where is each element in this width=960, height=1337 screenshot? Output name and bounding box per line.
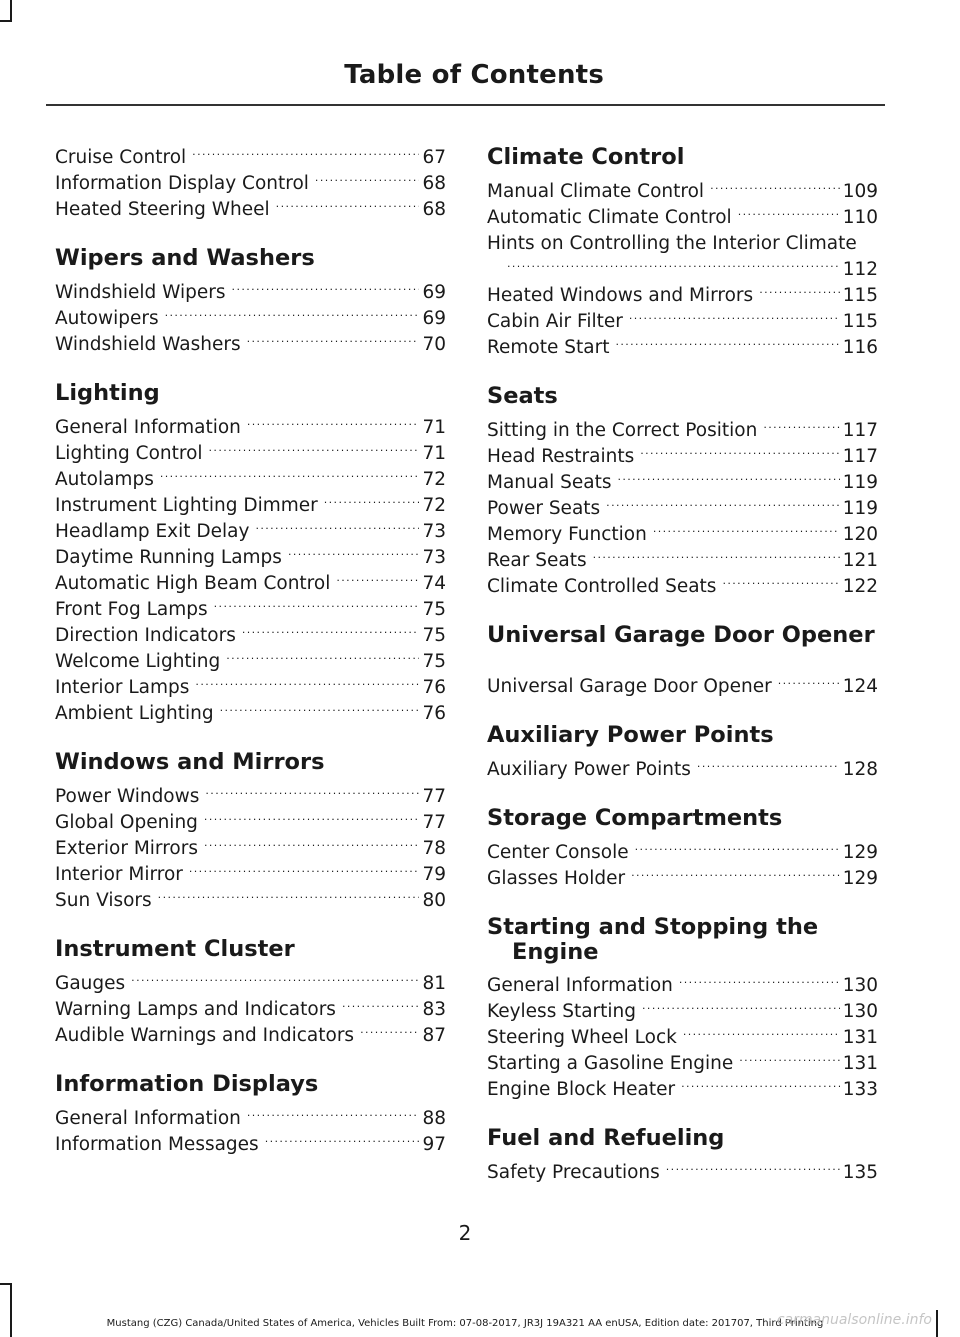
toc-entry[interactable]: Manual Climate Control ..... 109 — [487, 179, 878, 205]
title-divider — [46, 104, 885, 106]
toc-entry[interactable]: Autolamps ..... 72 — [55, 467, 446, 493]
toc-entry[interactable]: General Information ..... 88 — [55, 1106, 446, 1132]
section-heading-line: Engine — [512, 939, 599, 965]
page-number: 2 — [458, 1221, 472, 1245]
toc-entry[interactable]: Glasses Holder ..... 129 — [487, 866, 878, 892]
toc-entry[interactable]: Cabin Air Filter ..... 115 — [487, 309, 878, 335]
toc-entry[interactable]: Interior Mirror ..... 79 — [55, 862, 446, 888]
toc-entry[interactable]: Ambient Lighting ..... 76 — [55, 701, 446, 727]
section-heading — [487, 915, 878, 965]
section-heading: Lighting — [55, 380, 160, 406]
toc-entry[interactable]: Direction Indicators ..... 75 — [55, 623, 446, 649]
toc-entry[interactable]: Sun Visors ..... 80 — [55, 888, 446, 914]
toc-entry[interactable]: Memory Function ..... 120 — [487, 522, 878, 548]
toc-entry[interactable]: Heated Steering Wheel ..... 68 — [55, 197, 446, 223]
toc-entry[interactable]: Audible Warnings and Indicators ..... 87 — [55, 1023, 446, 1049]
section-heading: Fuel and Refueling — [487, 1125, 725, 1151]
toc-entry[interactable]: Engine Block Heater ..... 133 — [487, 1077, 878, 1103]
toc-entry[interactable]: Automatic Climate Control ..... 110 — [487, 205, 878, 231]
section-heading: Wipers and Washers — [55, 245, 315, 271]
toc-entry[interactable]: General Information ..... 130 — [487, 973, 878, 999]
crop-mark — [10, 0, 12, 22]
toc-entry[interactable]: Power Seats ..... 119 — [487, 496, 878, 522]
toc-right-column — [487, 145, 878, 1186]
toc-entry[interactable]: Rear Seats ..... 121 — [487, 548, 878, 574]
toc-entry[interactable]: Head Restraints ..... 117 — [487, 444, 878, 470]
toc-section-controls — [55, 145, 446, 223]
watermark: carmanualsonline.info — [776, 1312, 932, 1328]
section-heading: Auxiliary Power Points — [487, 722, 774, 748]
section-heading: Storage Compartments — [487, 805, 783, 831]
section-heading: Instrument Cluster — [55, 936, 295, 962]
toc-entry[interactable]: Information Messages ..... 97 — [55, 1132, 446, 1158]
toc-entry[interactable]: Hints on Controlling the Interior Climate ..... 112 — [487, 231, 878, 283]
toc-entry[interactable]: Keyless Starting ..... 130 — [487, 999, 878, 1025]
toc-entry[interactable]: Autowipers ..... 69 — [55, 306, 446, 332]
crop-mark — [0, 20, 12, 22]
footer-text: Mustang (CZG) Canada/United States of America, Vehicles Built From: 07-08-2017, JR3J 19A321 AA enUSA, Edition date: 201707, Third Printing — [106, 1318, 824, 1329]
toc-entry[interactable]: Cruise Control ..... 67 — [55, 145, 446, 171]
toc-entry[interactable]: Daytime Running Lamps ..... 73 — [55, 545, 446, 571]
toc-entry[interactable]: Lighting Control ..... 71 — [55, 441, 446, 467]
toc-entry[interactable]: Remote Start ..... 116 — [487, 335, 878, 361]
toc-entry[interactable]: Information Display Control ..... 68 — [55, 171, 446, 197]
crop-mark — [0, 1283, 12, 1285]
toc-entry[interactable]: Power Windows ..... 77 — [55, 784, 446, 810]
toc-entry[interactable]: Warning Lamps and Indicators ..... 83 — [55, 997, 446, 1023]
toc-entry[interactable]: Gauges ..... 81 — [55, 971, 446, 997]
toc-entry[interactable]: Climate Controlled Seats ..... 122 — [487, 574, 878, 600]
toc-entry[interactable]: Auxiliary Power Points ..... 128 — [487, 757, 878, 783]
toc-entry[interactable]: Manual Seats ..... 119 — [487, 470, 878, 496]
toc-left-column — [55, 145, 446, 1158]
page-title: Table of Contents — [344, 60, 604, 90]
toc-entry[interactable]: Windshield Wipers ..... 69 — [55, 280, 446, 306]
toc-entry[interactable]: Center Console ..... 129 — [487, 840, 878, 866]
toc-entry[interactable]: Front Fog Lamps ..... 75 — [55, 597, 446, 623]
toc-entry[interactable]: Exterior Mirrors ..... 78 — [55, 836, 446, 862]
section-heading: Universal Garage Door Opener — [487, 622, 875, 648]
section-heading: Seats — [487, 383, 558, 409]
crop-mark — [936, 1310, 938, 1337]
toc-entry[interactable]: Instrument Lighting Dimmer ..... 72 — [55, 493, 446, 519]
toc-entry[interactable]: Headlamp Exit Delay ..... 73 — [55, 519, 446, 545]
toc-entry[interactable]: General Information ..... 71 — [55, 415, 446, 441]
section-heading-line: Starting and Stopping the — [487, 914, 819, 940]
toc-entry[interactable]: Automatic High Beam Control ..... 74 — [55, 571, 446, 597]
section-heading: Windows and Mirrors — [55, 749, 325, 775]
toc-entry[interactable]: Interior Lamps ..... 76 — [55, 675, 446, 701]
toc-entry[interactable]: Windshield Washers ..... 70 — [55, 332, 446, 358]
toc-entry[interactable]: Universal Garage Door Opener ..... 124 — [487, 674, 878, 700]
toc-entry[interactable]: Safety Precautions ..... 135 — [487, 1160, 878, 1186]
toc-entry[interactable]: Global Opening ..... 77 — [55, 810, 446, 836]
toc-entry[interactable]: Steering Wheel Lock ..... 131 — [487, 1025, 878, 1051]
section-heading: Information Displays — [55, 1071, 319, 1097]
toc-entry[interactable]: Heated Windows and Mirrors ..... 115 — [487, 283, 878, 309]
toc-entry[interactable]: Starting a Gasoline Engine ..... 131 — [487, 1051, 878, 1077]
toc-entry[interactable]: Sitting in the Correct Position ..... 117 — [487, 418, 878, 444]
toc-entry[interactable]: Welcome Lighting ..... 75 — [55, 649, 446, 675]
section-heading: Climate Control — [487, 144, 685, 170]
